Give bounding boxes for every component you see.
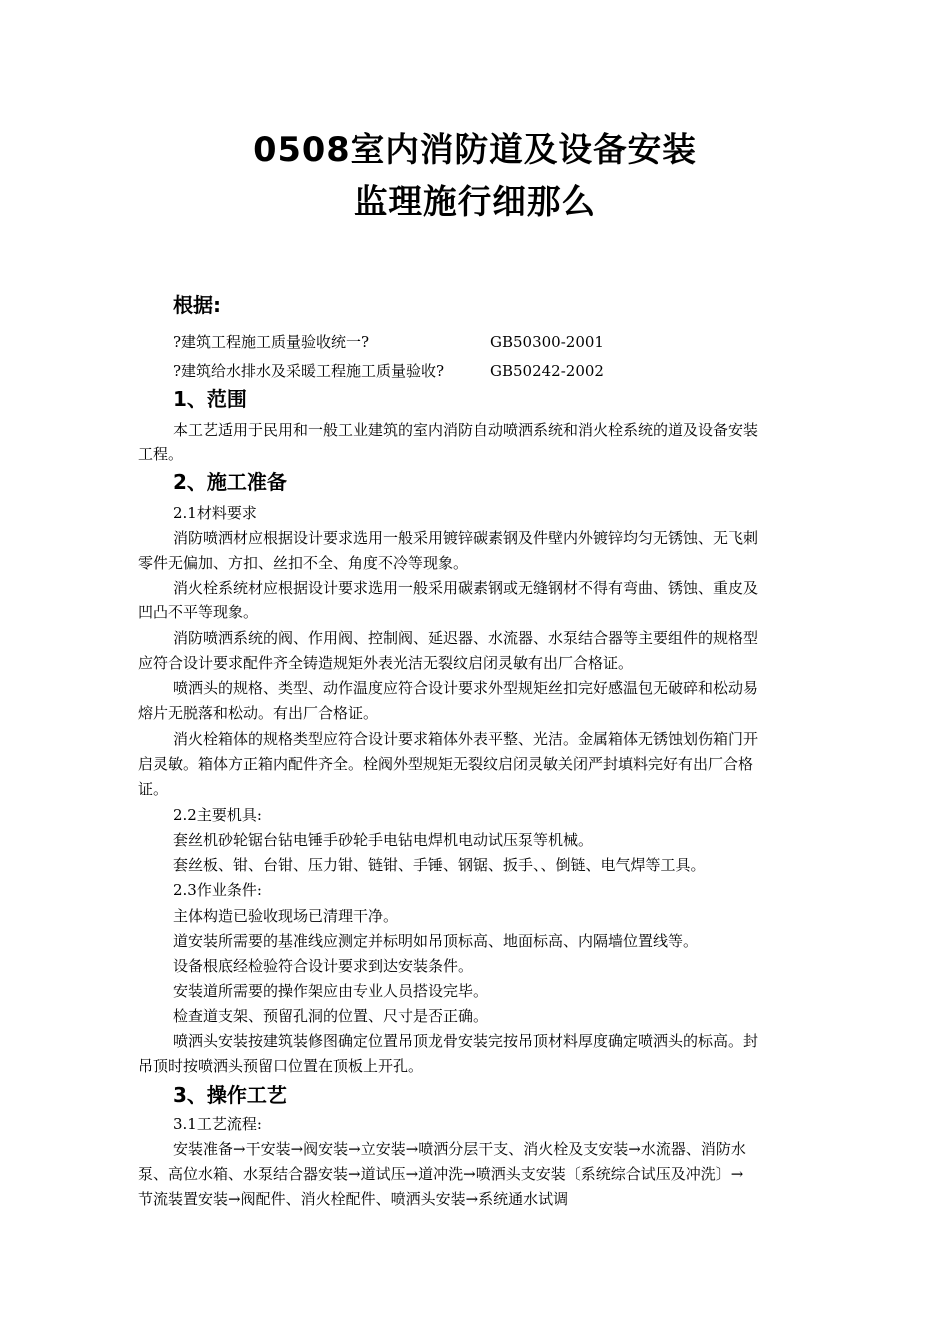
basis-heading: 根据:: [173, 293, 221, 317]
paragraph-line: 消火栓系统材应根据设计要求选用一般采用碳素钢或无缝钢材不得有弯曲、锈蚀、重皮及: [173, 579, 759, 597]
section-heading-operation: 3、操作工艺: [173, 1083, 287, 1107]
paragraph-line: 节流装置安装→阀配件、消火栓配件、喷洒头安装→系统通水试调: [138, 1190, 569, 1208]
paragraph-line: 凹凸不平等现象。: [138, 603, 259, 621]
subsection-heading: 2.1材料要求: [173, 504, 257, 522]
paragraph-line: 启灵敏。箱体方正箱内配件齐全。栓阀外型规矩无裂纹启闭灵敏关闭严封填料完好有出厂合格: [138, 755, 754, 773]
paragraph-line: 证。: [138, 780, 169, 798]
paragraph-line: 零件无偏加、方扣、丝扣不全、角度不冷等现象。: [138, 554, 469, 572]
reference-name: ?建筑给水排水及采暖工程施工质量验收?: [173, 362, 445, 380]
paragraph-line: 应符合设计要求配件齐全铸造规矩外表光洁无裂纹启闭灵敏有出厂合格证。: [138, 654, 634, 672]
reference-name: ?建筑工程施工质量验收统一?: [173, 333, 370, 351]
paragraph-line: 设备根底经检验符合设计要求到达安装条件。: [173, 957, 474, 975]
paragraph-line: 套丝板、钳、台钳、压力钳、链钳、手锤、钢锯、扳手、、倒链、电气焊等工具。: [173, 856, 706, 874]
subsection-heading: 2.2主要机具:: [173, 806, 262, 824]
reference-code: GB50300-2001: [490, 333, 604, 351]
reference-code: GB50242-2002: [490, 362, 604, 380]
paragraph-line: 安装准备→干安装→阀安装→立安装→喷洒分层干支、消火栓及支安装→水流器、消防水: [173, 1140, 746, 1158]
section-heading-scope: 1、范围: [173, 387, 247, 411]
subsection-heading: 3.1工艺流程:: [173, 1115, 262, 1133]
paragraph-line: 安装道所需要的操作架应由专业人员搭设完毕。: [173, 982, 489, 1000]
paragraph-line: 检查道支架、预留孔洞的位置、尺寸是否正确。: [173, 1007, 489, 1025]
paragraph-line: 主体构造已验收现场已清理干净。: [173, 907, 399, 925]
paragraph-line: 本工艺适用于民用和一般工业建筑的室内消防自动喷洒系统和消火栓系统的道及设备安装: [173, 421, 759, 439]
paragraph-line: 喷洒头的规格、类型、动作温度应符合设计要求外型规矩丝扣完好感温包无破碎和松动易: [173, 679, 759, 697]
paragraph-line: 消防喷洒系统的阀、作用阀、控制阀、延迟器、水流器、水泵结合器等主要组件的规格型: [173, 629, 759, 647]
paragraph-line: 泵、高位水箱、水泵结合器安装→道试压→道冲洗→喷洒头支安装〔系统综合试压及冲洗〕→: [138, 1165, 744, 1183]
paragraph-line: 喷洒头安装按建筑装修图确定位置吊顶龙骨安装完按吊顶材料厚度确定喷洒头的标高。封: [173, 1032, 759, 1050]
paragraph-line: 工程。: [138, 445, 184, 463]
paragraph-line: 道安装所需要的基准线应测定并标明如吊顶标高、地面标高、内隔墙位置线等。: [173, 932, 699, 950]
section-heading-preparation: 2、施工准备: [173, 470, 287, 494]
document-title-line-1: 0508室内消防道及设备安装: [253, 130, 697, 169]
paragraph-line: 消防喷洒材应根据设计要求选用一般采用镀锌碳素钢及件壁内外镀锌均匀无锈蚀、无飞刺: [173, 529, 759, 547]
paragraph-line: 消火栓箱体的规格类型应符合设计要求箱体外表平整、光洁。金属箱体无锈蚀划伤箱门开: [173, 730, 759, 748]
document-title-line-2: 监理施行细那么: [353, 182, 597, 221]
paragraph-line: 套丝机砂轮锯台钻电锤手砂轮手电钻电焊机电动试压泵等机械。: [173, 831, 594, 849]
paragraph-line: 熔片无脱落和松动。有出厂合格证。: [138, 704, 379, 722]
subsection-heading: 2.3作业条件:: [173, 881, 262, 899]
paragraph-line: 吊顶时按喷洒头预留口位置在顶板上开孔。: [138, 1057, 424, 1075]
